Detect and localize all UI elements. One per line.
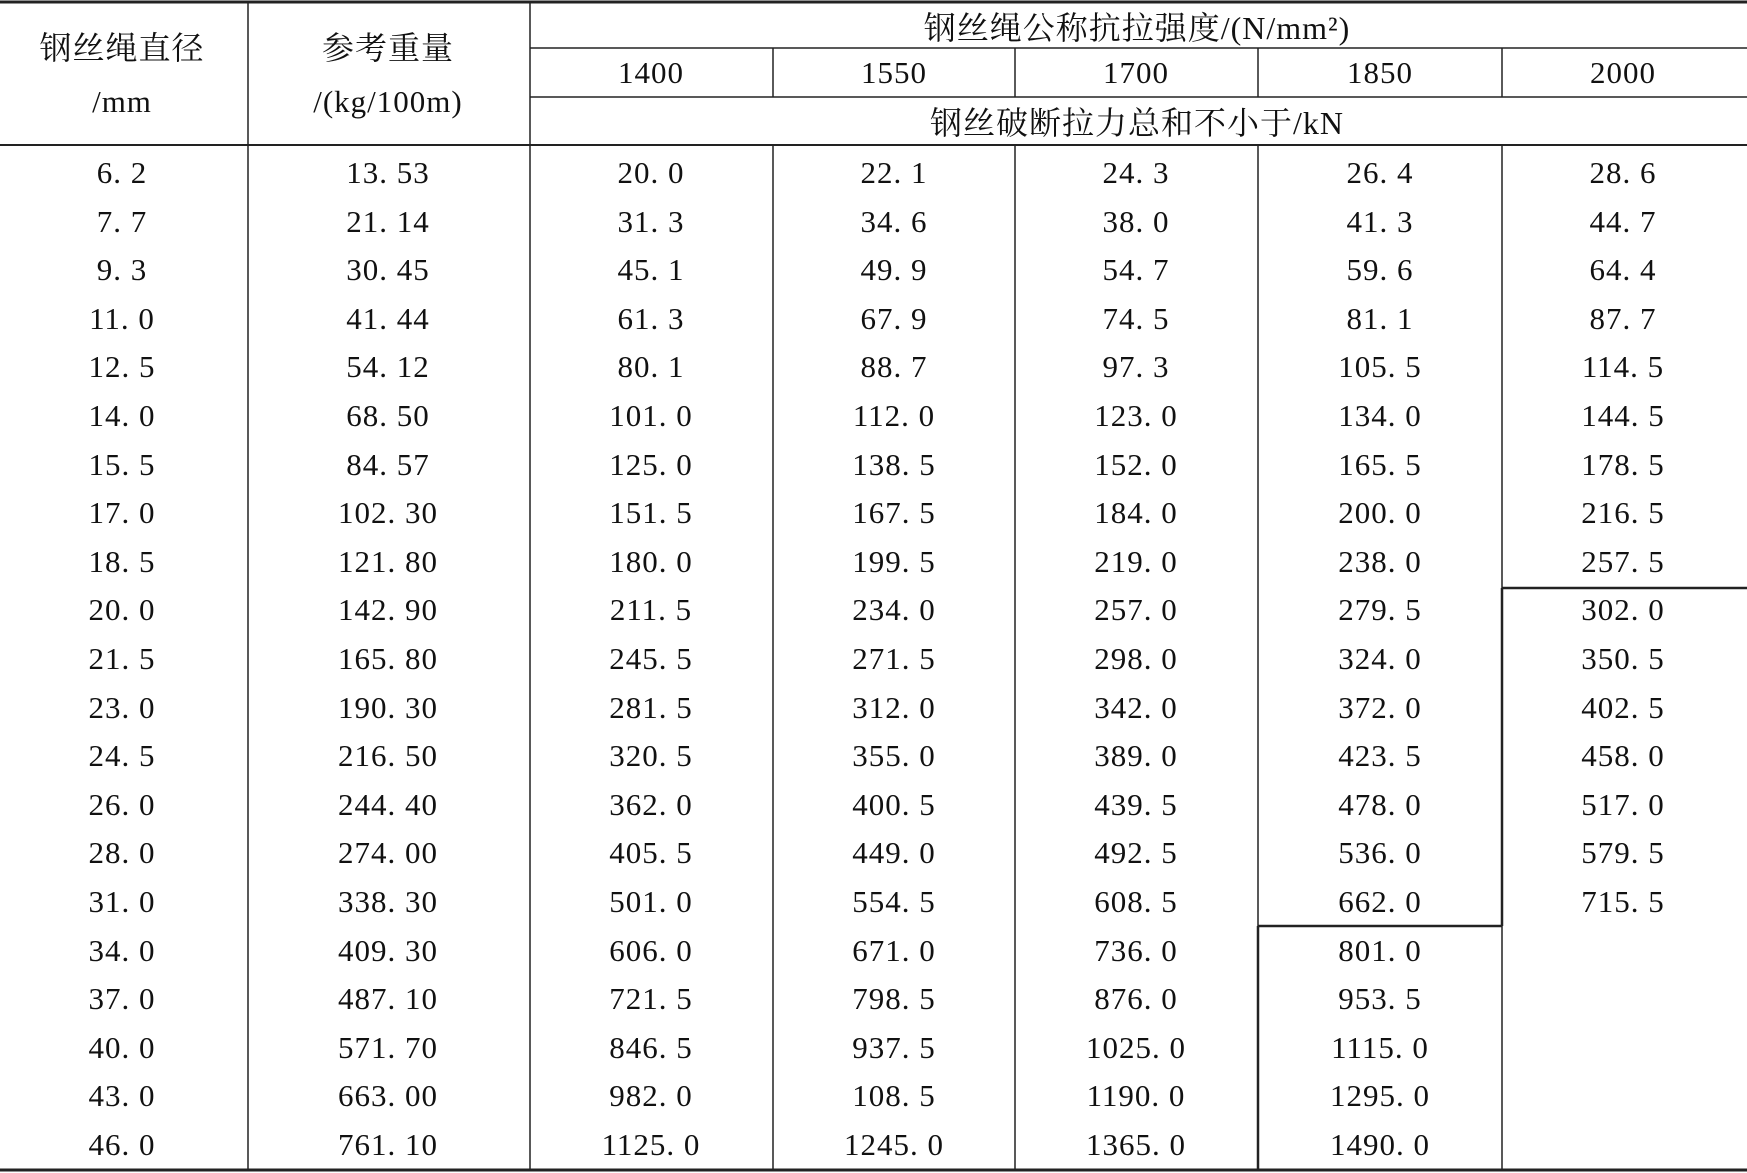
table-cell-r7-c5: 200. 0 <box>1338 495 1422 531</box>
table-cell-r19-c0: 43. 0 <box>88 1078 156 1114</box>
table-cell-r20-c3: 1245. 0 <box>844 1127 944 1162</box>
table-cell-r3-c3: 67. 9 <box>860 300 928 336</box>
table-cell-r17-c0: 37. 0 <box>88 981 156 1017</box>
table-cell-r19-c4: 1190. 0 <box>1086 1078 1186 1114</box>
table-cell-r20-c0: 46. 0 <box>88 1127 156 1162</box>
header-strength-1400: 1400 <box>618 55 684 90</box>
table-cell-r11-c0: 23. 0 <box>88 689 156 725</box>
table-cell-r3-c2: 61. 3 <box>617 300 685 336</box>
table-cell-r1-c6: 44. 7 <box>1589 203 1657 239</box>
table-cell-r5-c4: 123. 0 <box>1094 398 1178 433</box>
header-diameter: 钢丝绳直径 <box>39 30 205 66</box>
table-cell-r9-c6: 302. 0 <box>1581 592 1665 628</box>
table-cell-r18-c2: 846. 5 <box>609 1029 693 1065</box>
table-cell-r8-c3: 199. 5 <box>852 543 936 579</box>
table-cell-r13-c3: 400. 5 <box>852 786 936 822</box>
table-cell-r2-c3: 49. 9 <box>860 252 928 288</box>
table-cell-r1-c3: 34. 6 <box>860 203 928 239</box>
table-cell-r2-c6: 64. 4 <box>1589 252 1657 288</box>
table-cell-r9-c2: 211. 5 <box>609 592 693 628</box>
table-cell-r4-c4: 97. 3 <box>1102 349 1170 385</box>
table-cell-r13-c2: 362. 0 <box>609 786 693 822</box>
table-cell-r12-c4: 389. 0 <box>1094 738 1178 774</box>
table-cell-r11-c5: 372. 0 <box>1338 689 1422 725</box>
table-cell-r16-c1: 409. 30 <box>338 932 438 968</box>
table-cell-r6-c4: 152. 0 <box>1094 446 1178 482</box>
table-cell-r19-c1: 663. 00 <box>338 1078 438 1114</box>
table-cell-r4-c3: 88. 7 <box>860 349 928 385</box>
table-cell-r3-c4: 74. 5 <box>1102 300 1170 336</box>
table-cell-r2-c1: 30. 45 <box>346 252 430 288</box>
table-cell-r14-c3: 449. 0 <box>852 835 936 871</box>
table-cell-r7-c0: 17. 0 <box>88 495 156 531</box>
table-cell-r8-c0: 18. 5 <box>88 543 156 579</box>
table-cell-r12-c1: 216. 50 <box>338 738 438 774</box>
table-cell-r16-c2: 606. 0 <box>609 932 693 968</box>
table-cell-r6-c3: 138. 5 <box>852 446 936 482</box>
table-cell-r5-c5: 134. 0 <box>1338 398 1422 433</box>
table-cell-r5-c6: 144. 5 <box>1581 398 1665 433</box>
table-cell-r8-c1: 121. 80 <box>338 543 438 579</box>
table-cell-r5-c0: 14. 0 <box>88 398 156 433</box>
table-cell-r10-c4: 298. 0 <box>1094 641 1178 676</box>
table-cell-r11-c1: 190. 30 <box>338 689 438 725</box>
table-cell-r10-c6: 350. 5 <box>1581 641 1665 676</box>
header-diameter-unit: /mm <box>92 84 152 119</box>
table-cell-r19-c3: 108. 5 <box>852 1078 936 1114</box>
table-cell-r1-c0: 7. 7 <box>96 203 148 239</box>
table-cell-r7-c1: 102. 30 <box>338 495 438 531</box>
table-cell-r18-c1: 571. 70 <box>338 1029 438 1065</box>
table-cell-r15-c3: 554. 5 <box>852 884 936 919</box>
header-weight: 参考重量 <box>321 30 455 66</box>
table-cell-r7-c3: 167. 5 <box>852 495 936 531</box>
table-cell-r0-c5: 26. 4 <box>1346 155 1414 190</box>
table-cell-r7-c4: 184. 0 <box>1094 495 1178 531</box>
table-cell-r16-c3: 671. 0 <box>852 932 936 968</box>
table-cell-r17-c1: 487. 10 <box>338 981 438 1017</box>
table-cell-r6-c5: 165. 5 <box>1338 446 1422 482</box>
table-cell-r15-c5: 662. 0 <box>1338 884 1422 919</box>
table-cell-r20-c5: 1490. 0 <box>1330 1127 1430 1162</box>
header-strength-1850: 1850 <box>1347 55 1413 90</box>
table-cell-r4-c6: 114. 5 <box>1581 349 1665 385</box>
table-cell-r1-c2: 31. 3 <box>617 203 685 239</box>
table-cell-r10-c3: 271. 5 <box>852 641 936 676</box>
table-cell-r6-c1: 84. 57 <box>346 446 430 482</box>
table-cell-r17-c4: 876. 0 <box>1094 981 1178 1017</box>
table-cell-r3-c6: 87. 7 <box>1589 300 1657 336</box>
table-cell-r4-c1: 54. 12 <box>346 349 430 385</box>
table-cell-r12-c2: 320. 5 <box>609 738 693 774</box>
header-breaking-force: 钢丝破断拉力总和不小于/kN <box>929 105 1345 141</box>
table-cell-r6-c6: 178. 5 <box>1581 446 1665 482</box>
table-cell-r1-c1: 21. 14 <box>346 203 430 239</box>
table-cell-r14-c4: 492. 5 <box>1094 835 1178 871</box>
table-cell-r13-c6: 517. 0 <box>1581 786 1665 822</box>
table-cell-r1-c4: 38. 0 <box>1102 203 1170 239</box>
table-cell-r4-c5: 105. 5 <box>1338 349 1422 385</box>
table-cell-r4-c2: 80. 1 <box>617 349 685 385</box>
table-cell-r13-c0: 26. 0 <box>88 786 156 822</box>
table-cell-r9-c4: 257. 0 <box>1094 592 1178 628</box>
table-cell-r3-c1: 41. 44 <box>346 300 430 336</box>
table-cell-r19-c5: 1295. 0 <box>1330 1078 1430 1114</box>
table-cell-r18-c0: 40. 0 <box>88 1029 156 1065</box>
table-cell-r14-c0: 28. 0 <box>88 835 156 871</box>
header-weight-unit: /(kg/100m) <box>313 84 463 119</box>
table-cell-r5-c1: 68. 50 <box>346 398 430 433</box>
table-cell-r0-c3: 22. 1 <box>860 155 928 190</box>
table-cell-r6-c2: 125. 0 <box>609 446 693 482</box>
table-cell-r19-c2: 982. 0 <box>609 1078 693 1114</box>
table-cell-r12-c5: 423. 5 <box>1338 738 1422 774</box>
table-cell-r17-c2: 721. 5 <box>609 981 693 1017</box>
header-strength-1700: 1700 <box>1103 55 1169 90</box>
table-cell-r8-c2: 180. 0 <box>609 543 693 579</box>
table-cell-r3-c0: 11. 0 <box>89 300 155 336</box>
table-cell-r13-c4: 439. 5 <box>1094 786 1178 822</box>
table-cell-r1-c5: 41. 3 <box>1346 203 1414 239</box>
table-cell-r9-c5: 279. 5 <box>1338 592 1422 628</box>
table-cell-r0-c2: 20. 0 <box>617 155 685 190</box>
table-cell-r14-c2: 405. 5 <box>609 835 693 871</box>
table-cell-r10-c5: 324. 0 <box>1338 641 1422 676</box>
table-cell-r18-c5: 1115. 0 <box>1331 1029 1429 1065</box>
table-cell-r3-c5: 81. 1 <box>1346 300 1414 336</box>
table-cell-r15-c4: 608. 5 <box>1094 884 1178 919</box>
table-cell-r7-c2: 151. 5 <box>609 495 693 531</box>
header-strength-2000: 2000 <box>1590 55 1656 90</box>
table-cell-r13-c1: 244. 40 <box>338 786 438 822</box>
table-cell-r14-c1: 274. 00 <box>338 835 438 871</box>
table-cell-r17-c3: 798. 5 <box>852 981 936 1017</box>
table-cell-r7-c6: 216. 5 <box>1581 495 1665 531</box>
table-cell-r6-c0: 15. 5 <box>88 446 156 482</box>
table-cell-r8-c5: 238. 0 <box>1338 543 1422 579</box>
table-cell-r9-c0: 20. 0 <box>88 592 156 628</box>
table-cell-r14-c6: 579. 5 <box>1581 835 1665 871</box>
table-cell-r11-c2: 281. 5 <box>609 689 693 725</box>
table-cell-r17-c5: 953. 5 <box>1338 981 1422 1017</box>
table-cell-r10-c2: 245. 5 <box>609 641 693 676</box>
header-strength-1550: 1550 <box>861 55 927 90</box>
table-cell-r9-c3: 234. 0 <box>852 592 936 628</box>
table-cell-r8-c6: 257. 5 <box>1581 543 1665 579</box>
table-cell-r0-c0: 6. 2 <box>96 155 148 190</box>
table-cell-r20-c2: 1125. 0 <box>601 1127 701 1162</box>
table-cell-r11-c6: 402. 5 <box>1581 689 1665 725</box>
table-cell-r12-c0: 24. 5 <box>88 738 156 774</box>
table-cell-r10-c1: 165. 80 <box>338 641 438 676</box>
table-cell-r12-c6: 458. 0 <box>1581 738 1665 774</box>
table-cell-r2-c0: 9. 3 <box>96 252 148 288</box>
table-cell-r18-c3: 937. 5 <box>852 1029 936 1065</box>
table-cell-r13-c5: 478. 0 <box>1338 786 1422 822</box>
table-cell-r18-c4: 1025. 0 <box>1086 1029 1186 1065</box>
table-cell-r2-c4: 54. 7 <box>1102 252 1170 288</box>
table-cell-r2-c5: 59. 6 <box>1346 252 1414 288</box>
table-cell-r12-c3: 355. 0 <box>852 738 936 774</box>
table-cell-r16-c4: 736. 0 <box>1094 932 1178 968</box>
header-strength-title: 钢丝绳公称抗拉强度/(N/mm²) <box>923 10 1351 46</box>
table-cell-r8-c4: 219. 0 <box>1094 543 1178 579</box>
table-cell-r20-c4: 1365. 0 <box>1086 1127 1186 1162</box>
table-cell-r20-c1: 761. 10 <box>338 1127 438 1162</box>
table-cell-r0-c6: 28. 6 <box>1589 155 1657 190</box>
table-cell-r10-c0: 21. 5 <box>88 641 156 676</box>
table-cell-r16-c5: 801. 0 <box>1338 932 1422 968</box>
table-cell-r2-c2: 45. 1 <box>617 252 685 288</box>
table-cell-r15-c1: 338. 30 <box>338 884 438 919</box>
table-cell-r0-c4: 24. 3 <box>1102 155 1170 190</box>
table-cell-r9-c1: 142. 90 <box>338 592 438 628</box>
table-cell-r14-c5: 536. 0 <box>1338 835 1422 871</box>
table-cell-r5-c3: 112. 0 <box>852 398 936 433</box>
table-cell-r15-c0: 31. 0 <box>88 884 156 919</box>
table-cell-r11-c4: 342. 0 <box>1094 689 1178 725</box>
table-cell-r15-c2: 501. 0 <box>609 884 693 919</box>
table-cell-r0-c1: 13. 53 <box>346 155 430 190</box>
table-cell-r11-c3: 312. 0 <box>852 689 936 725</box>
table-cell-r4-c0: 12. 5 <box>88 349 156 385</box>
table-cell-r16-c0: 34. 0 <box>88 932 156 968</box>
table-cell-r15-c6: 715. 5 <box>1581 884 1665 919</box>
table-cell-r5-c2: 101. 0 <box>609 398 693 433</box>
